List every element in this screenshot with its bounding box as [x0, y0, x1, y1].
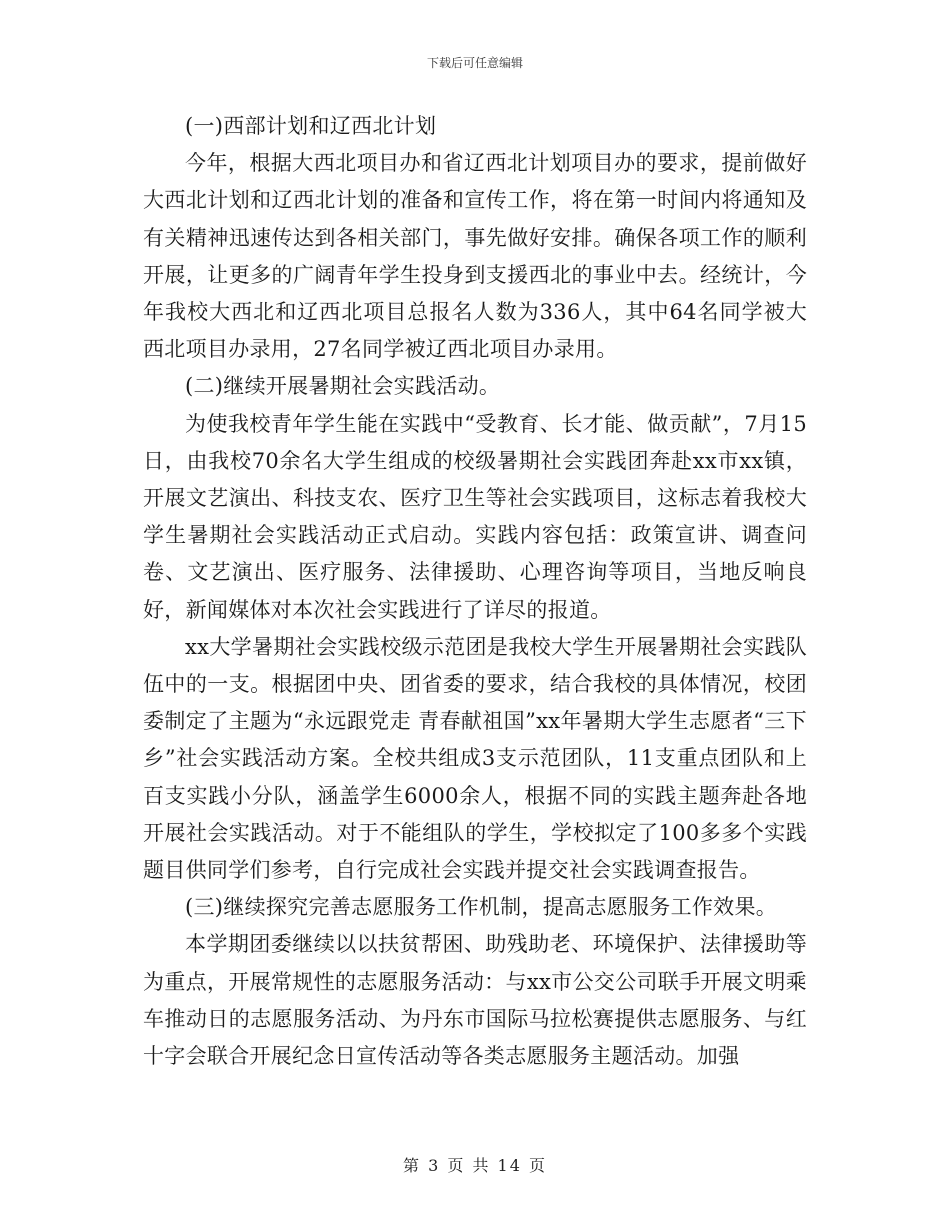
- section-heading-1: (一)西部计划和辽西北计划: [185, 114, 437, 138]
- paragraph-1: 今年，根据大西北项目办和省辽西北计划项目办的要求，提前做好大西北计划和辽西北计划的准备和宣传工作，将在第一时间内将通知及有关精神迅速传达到各相关部门，事先做好安排。确保各项工作的顺利开展，让更多的广阔青年学生投身到支援西北的事业中去。经统计，今年我校大西北和辽西北项目总报名人数为336人，其中64名同学被大西北项目办录用，27名同学被辽西北项目办录用。: [143, 151, 807, 362]
- paragraph-4: 本学期团委继续以以扶贫帮困、助残助老、环境保护、法律援助等为重点，开展常规性的志愿服务活动：与xx市公交公司联手开展文明乘车推动日的志愿服务活动、为丹东市国际马拉松赛提供志愿服务、与红十字会联合开展纪念日宣传活动等各类志愿服务主题活动。加强: [143, 932, 807, 1069]
- page-number-footer: 第 3 页 共 14 页: [403, 1156, 547, 1175]
- paragraph-3: xx大学暑期社会实践校级示范团是我校大学生开展暑期社会实践队伍中的一支。根据团中央、团省委的要求，结合我校的具体情况，校团委制定了主题为“永远跟党走 青春献祖国”xx年暑期大学生志愿者“三下乡”社会实践活动方案。全校共组成3支示范团队，11支重点团队和上百支实践小分队，涵盖学生6000余人，根据不同的实践主题奔赴各地开展社会实践活动。对于不能组队的学生，学校拟定了100多多个实践题目供同学们参考，自行完成社会实践并提交社会实践调查报告。: [143, 634, 807, 883]
- paragraph-2: 为使我校青年学生能在实践中“受教育、长才能、做贡献”，7月15日，由我校70余名大学生组成的校级暑期社会实践团奔赴xx市xx镇，开展文艺演出、科技支农、医疗卫生等社会实践项目，这标志着我校大学生暑期社会实践活动正式启动。实践内容包括：政策宣讲、调查问卷、文艺演出、医疗服务、法律援助、心理咨询等项目，当地反响良好，新闻媒体对本次社会实践进行了详尽的报道。: [143, 411, 807, 622]
- header-note: 下载后可任意编辑: [426, 56, 523, 70]
- section-heading-3: (三)继续探究完善志愿服务工作机制，提高志愿服务工作效果。: [185, 895, 778, 920]
- section-heading-2: (二)继续开展暑期社会实践活动。: [185, 374, 501, 399]
- document-body: [143, 108, 807, 1075]
